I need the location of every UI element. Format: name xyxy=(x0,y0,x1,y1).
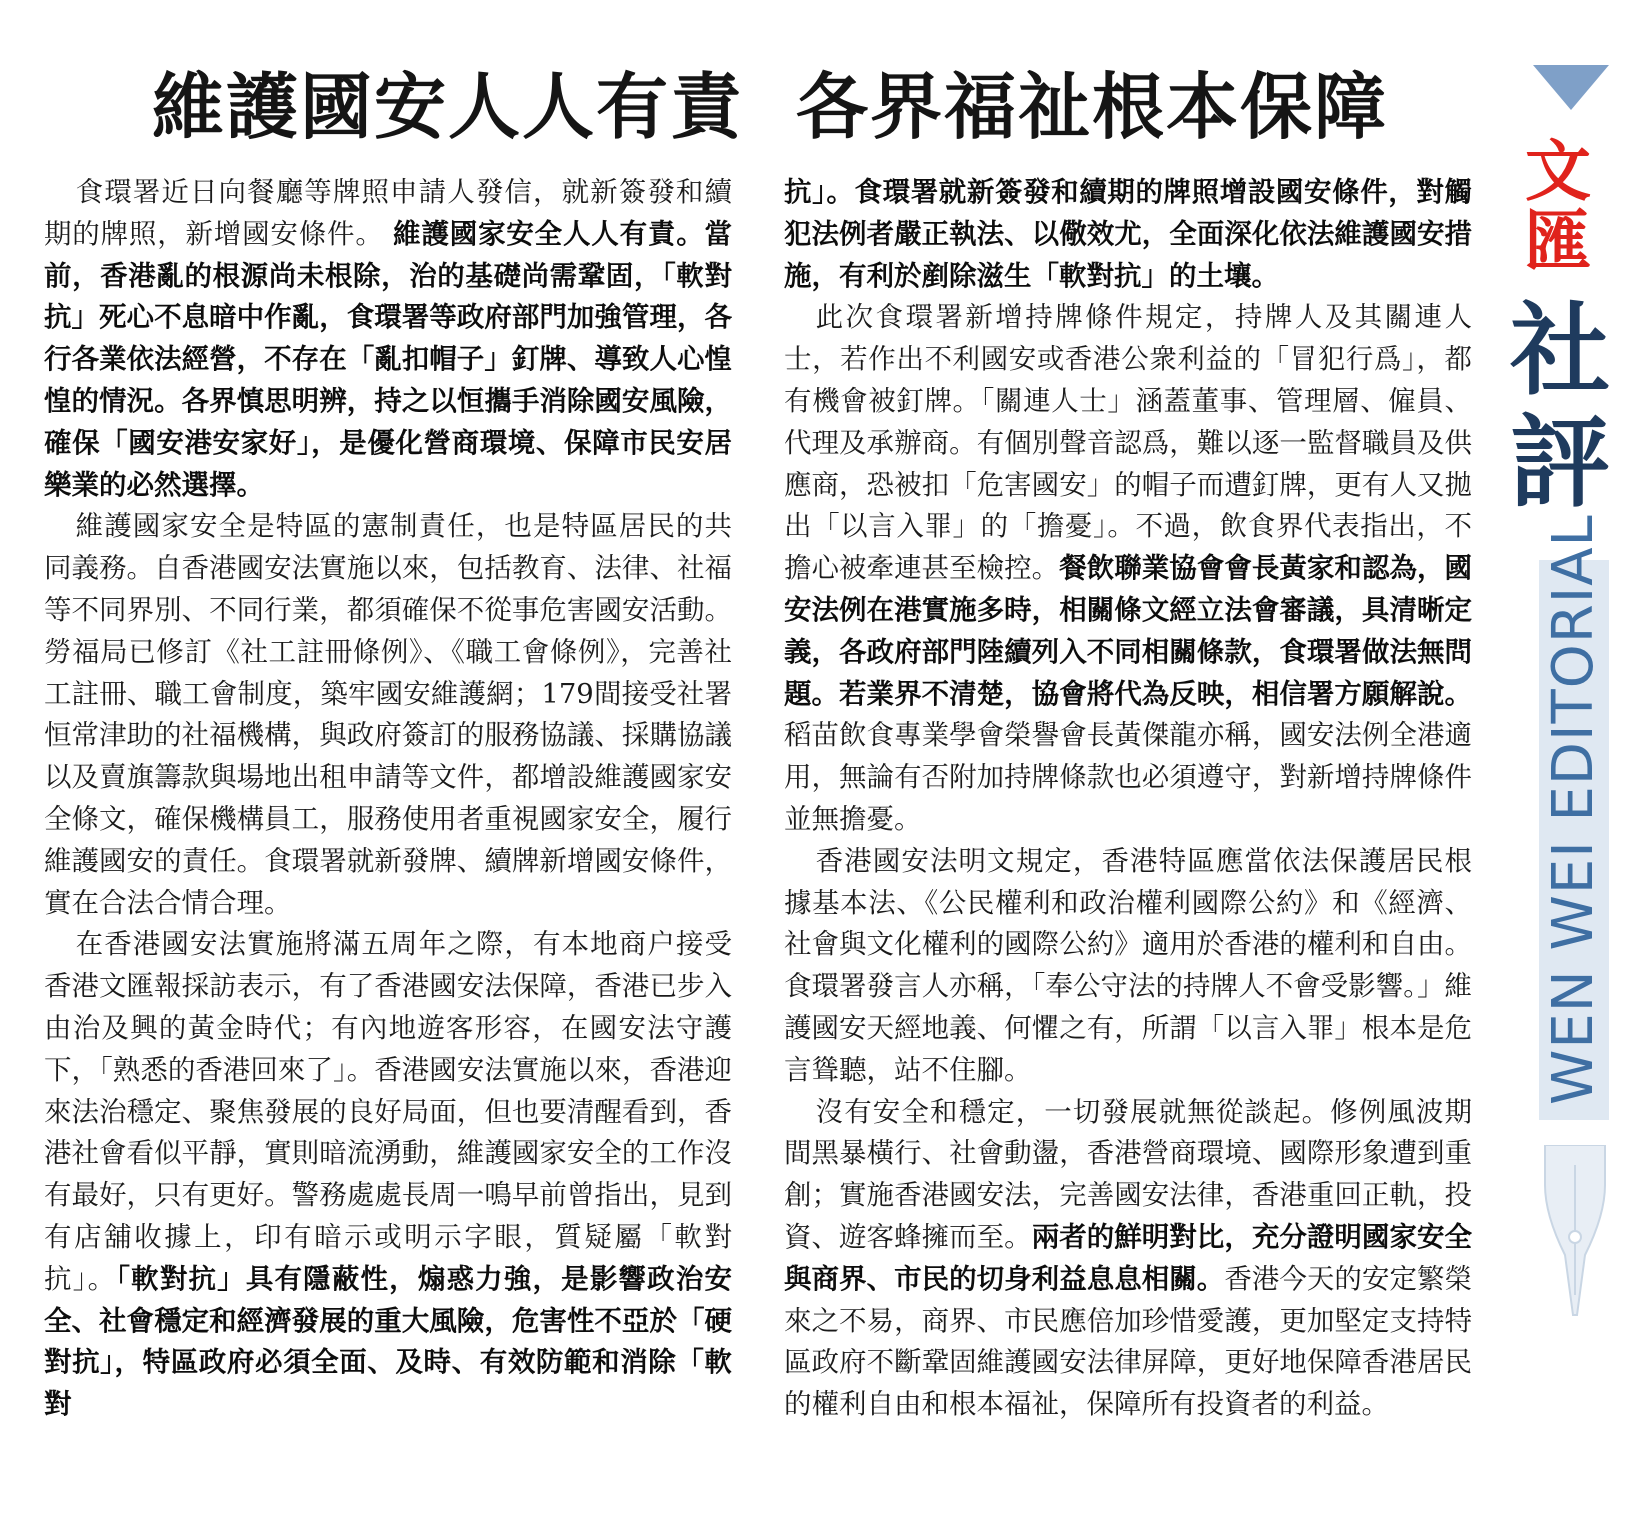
paragraph-text: 香港今天的安定繁榮來之不易，商界、市民應倍加珍惜愛護，更加堅定支持特區政府不斷鞏固維護國安法律屏障，更好地保障香港居民的權利自由和根本福祉，保障所有投資者的利益。 xyxy=(784,1262,1473,1421)
editorial-sidebar xyxy=(1505,65,1615,1265)
paragraph-text: 在香港國安法實施將滿五周年之際，有本地商户接受香港文匯報採訪表示，有了香港國安法保障，香港已步入由治及興的黃金時代；有內地遊客形容，在國安法守護下，「熟悉的香港回來了」。香港國安法實施以來，香港迎來法治穩定、聚焦發展的良好局面，但也要清醒看到，香港社會看似平靜，實則暗流湧動，維護國家安全的工作沒有最好，只有更好。警務處處長周一鳴早前曾指出，見到有店舖收據上，印有暗示或明示字眼，質疑屬「軟對抗」。 xyxy=(44,928,732,1295)
bold-paragraph-text: 「軟對抗」具有隱蔽性，煽惑力強，是影響政治安全、社會穩定和經濟發展的重大風險，危害性不亞於「硬對抗」，特區政府必須全面、及時、有效防範和消除「軟對 xyxy=(44,1262,732,1421)
paragraph xyxy=(44,172,732,506)
bold-paragraph-text: 兩者的鮮明對比，充分證明國家安全與商界、市民的切身利益息息相關。 xyxy=(784,1220,1472,1295)
brand-logo: 文匯 xyxy=(1525,133,1591,280)
headline xyxy=(120,62,1420,152)
headline-part-2: 各界福祉根本保障 xyxy=(796,65,1389,149)
paragraph: 抗」。食環署就新簽發和續期的牌照增設國安條件，對觸犯法例者嚴正執法、以儆效尤，全面深化依法維護國安措施，有利於剷除滋生「軟對抗」的土壤。 xyxy=(784,176,1472,292)
paragraph xyxy=(44,924,732,1426)
english-label: WEN WEI EDITORIAL xyxy=(1541,514,1606,1105)
paragraph-text: 此次食環署新增持牌條件規定，持牌人及其關連人士，若作出不利國安或香港公衆利益的「冒犯行爲」，都有機會被釘牌。「關連人士」涵蓋董事、管理層、僱員、代理及承辦商。有個別聲音認爲，難以逐一監督職員及供應商，恐被扣「危害國安」的帽子而遭釘牌，更有人又拋出「以言入罪」的「擔憂」。不過，飲食界代表指出，不擔心被牽連甚至檢控。 xyxy=(784,301,1472,585)
paragraph: 香港國安法明文規定，香港特區應當依法保護居民根據基本法、《公民權利和政治權利國際公約》和《經濟、社會與文化權利的國際公約》適用於香港的權利和自由。食環署發言人亦稱，「奉公守法的持牌人不會受影響。」維護國安天經地義、何懼之有，所謂「以言入罪」根本是危言聳聽，站不住腳。 xyxy=(784,844,1472,1086)
paragraph: 維護國家安全是特區的憲制責任，也是特區居民的共同義務。自香港國安法實施以來，包括教育、法律、社福等不同界別、不同行業，都須確保不從事危害國安活動。勞福局已修訂《社工註冊條例》、《職工會條例》，完善社工註冊、職工會制度，築牢國安維護網；179間接受社署恒常津助的社福機構，與政府簽訂的服務協議、採購協議以及賣旗籌款與場地出租申請等文件，都增設維護國家安全條文，確保機構員工，服務使用者重視國家安全，履行維護國安的責任。食環署就新發牌、續牌新增國安條件，實在合法合情合理。 xyxy=(44,510,732,919)
paragraph xyxy=(784,297,1472,840)
paragraph-text: 沒有安全和穩定，一切發展就無從談起。修例風波期間黑暴橫行、社會動盪，香港營商環境、國際形象遭到重創；實施香港國安法，完善國安法律，香港重回正軌，投資、遊客蜂擁而至。 xyxy=(784,1095,1472,1253)
right-column xyxy=(784,172,1472,1426)
headline-part-1: 維護國安人人有責 xyxy=(151,65,744,149)
column-name: 社評 xyxy=(1510,292,1610,521)
triangle-marker-icon xyxy=(1533,65,1609,110)
left-column xyxy=(44,172,732,1426)
bold-paragraph-text: 維護國家安全人人有責。當前，香港亂的根源尚未根除，治的基礎尚需鞏固，「軟對抗」死心不息暗中作亂，食環署等政府部門加強管理，各行各業依法經營，不存在「亂扣帽子」釘牌、導致人心惶惶的情況。各界慎思明辨，持之以恒攜手消除國安風險，確保「國安港安家好」，是優化營商環境、保障市民安居樂業的必然選擇。 xyxy=(44,217,732,501)
bold-paragraph-text: 餐飲聯業協會會長黃家和認為，國安法例在港實施多時，相關條文經立法會審議，具清晰定義，各政府部門陸續列入不同相關條款，食環署做法無問題。若業界不清楚，協會將代為反映，相信署方願解說。 xyxy=(784,552,1473,710)
pen-nib-icon xyxy=(1539,1145,1611,1325)
paragraph-text: 稻苗飲食專業學會榮譽會長黃傑龍亦稱，國安法例全港適用，無論有否附加持牌條款也必須遵守，對新增持牌條件並無擔憂。 xyxy=(784,719,1472,835)
paragraph-text: 食環署近日向餐廳等牌照申請人發信，就新簽發和續期的牌照，新增國安條件。 xyxy=(44,176,732,250)
paragraph xyxy=(784,1092,1472,1426)
